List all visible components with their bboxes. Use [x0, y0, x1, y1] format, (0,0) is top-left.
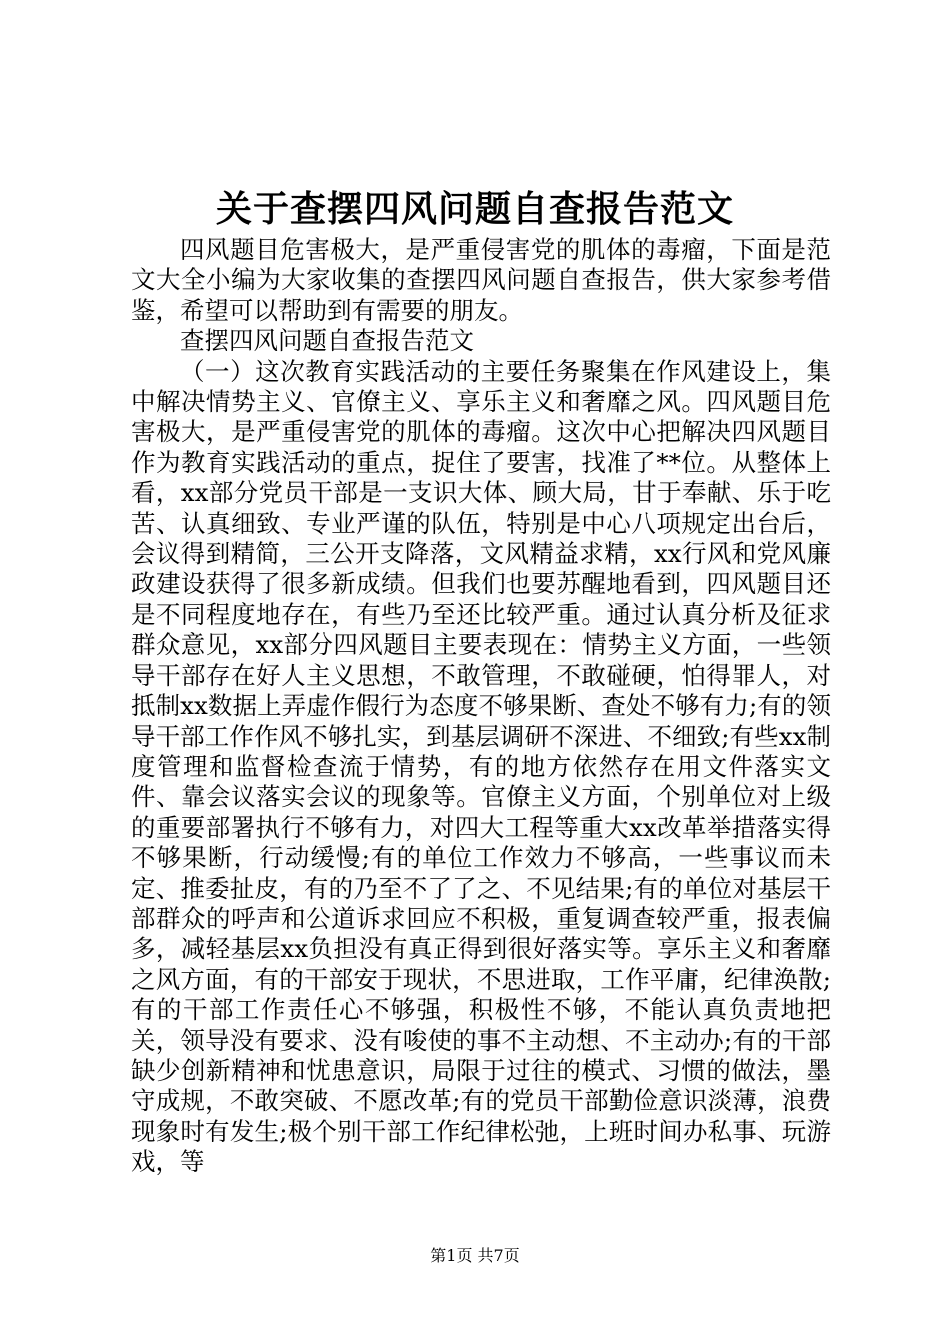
section-heading: 查摆四风问题自查报告范文 [180, 326, 474, 356]
document-body [131, 235, 831, 1178]
page-number: 第1页 共7页 [430, 1246, 520, 1265]
body-paragraph: （一）这次教育实践活动的主要任务聚集在作风建设上，集中解决情势主义、官僚主义、享乐主义和奢靡之风。四风题目危害极大，是严重侵害党的肌体的毒瘤。这次中心把解决四风题目作为教育实践活动的重点，捉住了要害，找准了**位。从整体上看，xx部分党员干部是一支识大体、顾大局，甘于奉献、乐于吃苦、认真细致、专业严谨的队伍，特别是中心八项规定出台后，会议得到精简，三公开支降落，文风精益求精，xx行风和党风廉政建设获得了很多新成绩。但我们也要苏醒地看到，四风题目还是不同程度地存在，有些乃至还比较严重。通过认真分析及征求群众意见，xx部分四风题目主要表现在：情势主义方面，一些领导干部存在好人主义思想，不敢管理，不敢碰硬，怕得罪人，对抵制xx数据上弄虚作假行为态度不够果断、查处不够有力;有的领导干部工作作风不够扎实，到基层调研不深进、不细致;有些xx制度管理和监督检查流于情势，有的地方依然存在用文件落实文件、靠会议落实会议的现象等。官僚主义方面，个别单位对上级的重要部署执行不够有力，对四大工程等重大xx改革举措落实得不够果断，行动缓慢;有的单位工作效力不够高，一些事议而未定、推委扯皮，有的乃至不了了之、不见结果;有的单位对基层干部群众的呼声和公道诉求回应不积极，重复调查较严重，报表偏多，减轻基层xx负担没有真正得到很好落实等。享乐主义和奢靡之风方面，有的干部安于现状，不思进取，工作平庸，纪律涣散;有的干部工作责任心不够强，积极性不够，不能认真负责地把关，领导没有要求、没有唆使的事不主动想、不主动办;有的干部缺少创新精神和忧患意识，局限于过往的模式、习惯的做法，墨守成规，不敢突破、不愿改革;有的党员干部勤俭意识淡薄，浪费现象时有发生;极个别干部工作纪律松弛，上班时间办私事、玩游戏，等 [131, 356, 831, 1177]
intro-paragraph: 四风题目危害极大，是严重侵害党的肌体的毒瘤，下面是范文大全小编为大家收集的查摆四风问题自查报告，供大家参考借鉴，希望可以帮助到有需要的朋友。 [131, 235, 831, 325]
document-title: 关于查摆四风问题自查报告范文 [215, 188, 734, 230]
